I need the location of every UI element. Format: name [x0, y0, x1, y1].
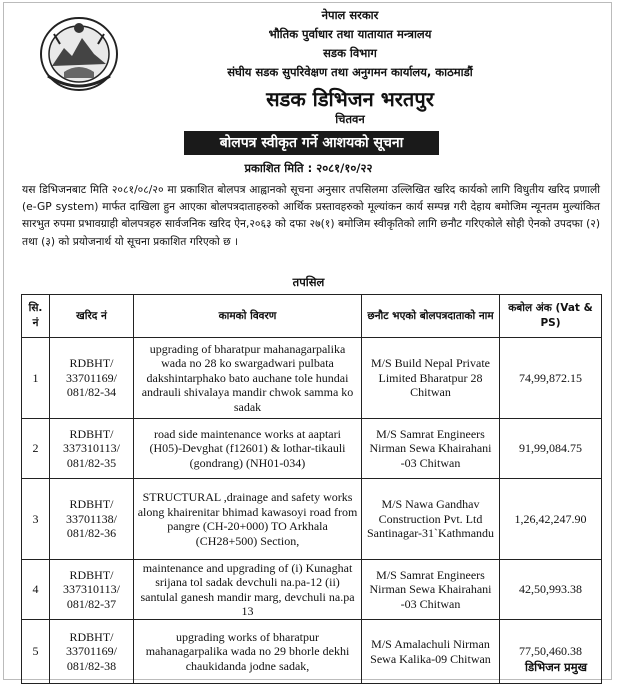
table-row: [22, 419, 602, 479]
cell-work-description: road side maintenance works at aaptari (H05)-Devghat (f12601) & lothar-tikauli (gondrang) (NH01-034): [134, 419, 362, 479]
cell-selected-bidder: M/S Build Nepal Private Limited Bharatpur 28 Chitwan: [362, 338, 500, 419]
header-line-ministry: भौतिक पुर्वाधार तथा यातायात मन्त्रालय: [268, 27, 432, 41]
cell-selected-bidder: M/S Samrat Engineers Nirman Sewa Khairahani -03 Chitwan: [362, 419, 500, 479]
awarded-bids-table: [21, 294, 602, 684]
cell-selected-bidder: M/S Samrat Engineers Nirman Sewa Khairahani -03 Chitwan: [362, 560, 500, 620]
cell-procurement-number: RDBHT/ 33701169/ 081/82-38: [50, 620, 134, 684]
nepal-government-emblem-icon: [38, 14, 120, 94]
cell-work-description: maintenance and upgrading of (i) Kunaghat srijana tol sadak devchuli na.pa-12 (ii) santulal ganesh mandir marg, devchuli na.pa 13: [134, 560, 362, 620]
header-line-department: सडक विभाग: [323, 46, 377, 60]
table-header-row: [22, 295, 602, 338]
cell-serial-number: 5: [22, 620, 50, 684]
cell-bid-amount: 91,99,084.75: [500, 419, 602, 479]
cell-selected-bidder: M/S Amalachuli Nirman Sewa Kalika-09 Chitwan: [362, 620, 500, 684]
cell-procurement-number: RDBHT/ 337310113/ 081/82-37: [50, 560, 134, 620]
cell-bid-amount: 74,99,872.15: [500, 338, 602, 419]
table-row: [22, 620, 602, 684]
header-line-office: संघीय सडक सुपरिवेक्षण तथा अनुगमन कार्यालय, काठमाडौं: [227, 65, 473, 79]
header-selected-bidder: छनौट भएको बोलपत्रदाताको नाम: [362, 295, 500, 338]
header-serial-number: सि. नं: [22, 295, 50, 338]
cell-work-description: upgrading works of bharatpur mahanagarpalika wada no 29 bhorle dekhi chaukidanda jodne sadak,: [134, 620, 362, 684]
notice-body-paragraph: यस डिभिजनबाट मिति २०८१/०८/२० मा प्रकाशित बोलपत्र आह्वानको सूचना अनुसार तपसिलमा उल्लिखित खरिद कार्यको लागि विधुतीय खरिद प्रणाली (e-GP system) मार्फत दाखिला हुन आएका बोलपत्रदाताहरुको आर्थिक प्रस्तावहरुको मूल्यांकन कार्य सम्पन्न गरी देहाय बमोजिम न्यूनतम मुल्यांकित सारभुत रुपमा प्रभावग्राही बोलपत्रहरु सार्वजनिक खरिद ऐन,२०६३ को दफा २७(१) बमोजिम स्वीकृतिको लागि छनौट गरिएकोले सोही ऐनको उपदफा (२) तथा (३) को प्रयोजनार्थ यो सूचना प्रकाशित गरिएको छ ।: [22, 183, 600, 248]
cell-serial-number: 3: [22, 479, 50, 560]
header-work-description: कामको विवरण: [134, 295, 362, 338]
cell-serial-number: 2: [22, 419, 50, 479]
header-procurement-number: खरिद नं: [50, 295, 134, 338]
header-bid-amount: कबोल अंक (Vat & PS): [500, 295, 602, 338]
cell-selected-bidder: M/S Nawa Gandhav Construction Pvt. Ltd Santinagar-31`Kathmandu: [362, 479, 500, 560]
cell-serial-number: 1: [22, 338, 50, 419]
cell-bid-amount: 42,50,993.38: [500, 560, 602, 620]
signatory-division-chief: डिभिजन प्रमुख: [525, 660, 587, 674]
table-row: [22, 338, 602, 419]
cell-bid-amount: 77,50,460.38: [500, 620, 602, 684]
division-office-title: सडक डिभिजन भरतपुर: [266, 87, 434, 111]
table-row: [22, 560, 602, 620]
cell-bid-amount: 1,26,42,247.90: [500, 479, 602, 560]
cell-procurement-number: RDBHT/ 33701138/ 081/82-36: [50, 479, 134, 560]
table-title: तपसिल: [292, 275, 325, 289]
header-line-government: नेपाल सरकार: [321, 8, 379, 22]
cell-procurement-number: RDBHT/ 33701169/ 081/82-34: [50, 338, 134, 419]
notice-title: बोलपत्र स्वीकृत गर्ने आशयको सूचना: [184, 131, 439, 155]
cell-work-description: STRUCTURAL ,drainage and safety works along khairenitar bhimad kawasoyi road from pangre (CH-20+000) TO Arkhala (CH28+500) Section,: [134, 479, 362, 560]
cell-procurement-number: RDBHT/ 337310113/ 081/82-35: [50, 419, 134, 479]
published-date: प्रकाशित मिति : २०८१/१०/२२: [244, 161, 373, 175]
cell-work-description: upgrading of bharatpur mahanagarpalika wada no 28 ko swargadwari pulbata dakshintarphako bato auchane tole hundai andrauli shivalaya mandir chwok samma ko sadak: [134, 338, 362, 419]
table-row: [22, 479, 602, 560]
district-name: चितवन: [335, 112, 365, 126]
cell-serial-number: 4: [22, 560, 50, 620]
